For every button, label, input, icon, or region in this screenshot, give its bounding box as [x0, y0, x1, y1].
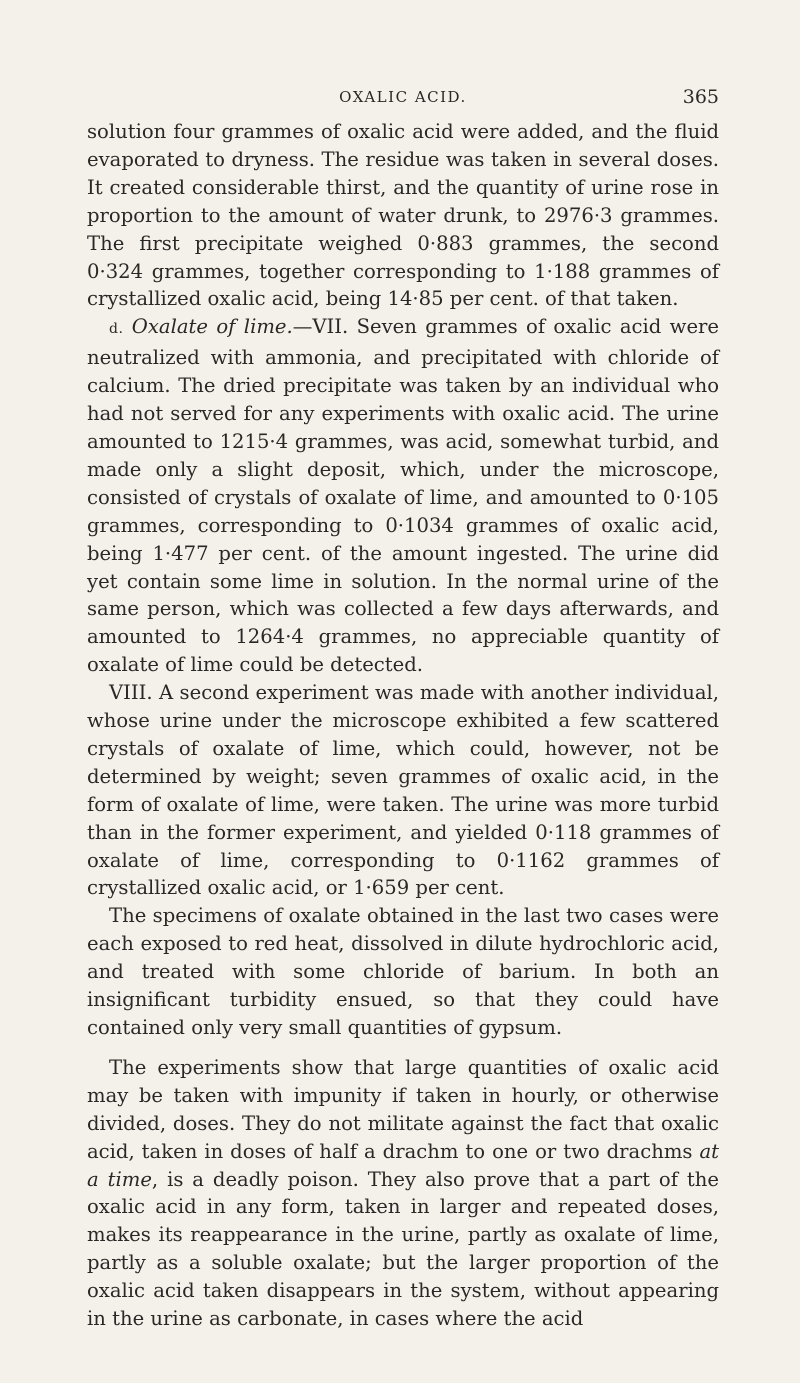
emphasis-text: at a time	[87, 1139, 719, 1191]
paragraph-text: , is a deadly poison. They also prove that a part of the oxalic acid in any form, taken in larger and repeated doses, makes its reappearance in the urine, partly as oxalate of lime, partly as a soluble oxalate; but the larger proportion of the oxalic acid taken disappears in the system, without appearing in the urine as carbonate, in cases where the acid	[87, 1167, 719, 1331]
paragraph-conclusions	[87, 1054, 719, 1333]
running-head	[87, 86, 719, 118]
page-number: 365	[682, 86, 719, 108]
book-page	[87, 86, 719, 1333]
paragraph-oxalate-of-lime	[87, 313, 719, 679]
paragraph-text: The experiments show that large quantities of oxalic acid may be taken with impunity if taken in hourly, or otherwise divided, doses. They do not militate against the fact that oxalic acid, taken in doses of half a drachm to one or two drachms	[87, 1055, 719, 1163]
section-heading: Oxalate of lime.	[131, 315, 293, 339]
section-letter: d.	[109, 321, 124, 338]
paragraph-specimens: The specimens of oxalate obtained in the last two cases were each exposed to red heat, dissolved in dilute hydrochloric acid, and treated with some chloride of barium. In both an insignificant turbidity ensued, so that they could have contained only very small quantities of gypsum.	[87, 904, 719, 1039]
paragraph-body: —VII. Seven grammes of oxalic acid were neutralized with ammonia, and precipitated with chloride of calcium. The dried precipitate was taken by an individual who had not served for any experiments with oxalic acid. The urine amounted to 1215·4 grammes, was acid, somewhat turbid, and made only a slight deposit, which, under the microscope, consisted of crystals of oxalate of lime, and amounted to 0·105 grammes, corresponding to 0·1034 grammes of oxalic acid, being 1·477 per cent. of the amount ingested. The urine did yet contain some lime in solution. In the normal urine of the same person, which was collected a few days afterwards, and amounted to 1264·4 grammes, no appreciable quantity of oxalate of lime could be detected.	[87, 315, 720, 677]
running-title: OXALIC ACID.	[339, 88, 467, 106]
paragraph-experiment-viii: VIII. A second experiment was made with another individual, whose urine under the microscope exhibited a few scattered crystals of oxalate of lime, which could, however, not be determined by weight; seven grammes of oxalic acid, in the form of oxalate of lime, were taken. The urine was more turbid than in the former experiment, and yielded 0·118 grammes of oxalate of lime, corresponding to 0·1162 grammes of crystallized oxalic acid, or 1·659 per cent.	[87, 681, 719, 900]
paragraph-continuation: solution four grammes of oxalic acid were added, and the fluid evaporated to dryness. The residue was taken in several doses. It created considerable thirst, and the quantity of urine rose in proportion to the amount of water drunk, to 2976·3 grammes. The first precipitate weighed 0·883 grammes, the second 0·324 grammes, together corresponding to 1·188 grammes of crystallized oxalic acid, being 14·85 per cent. of that taken.	[87, 120, 719, 311]
